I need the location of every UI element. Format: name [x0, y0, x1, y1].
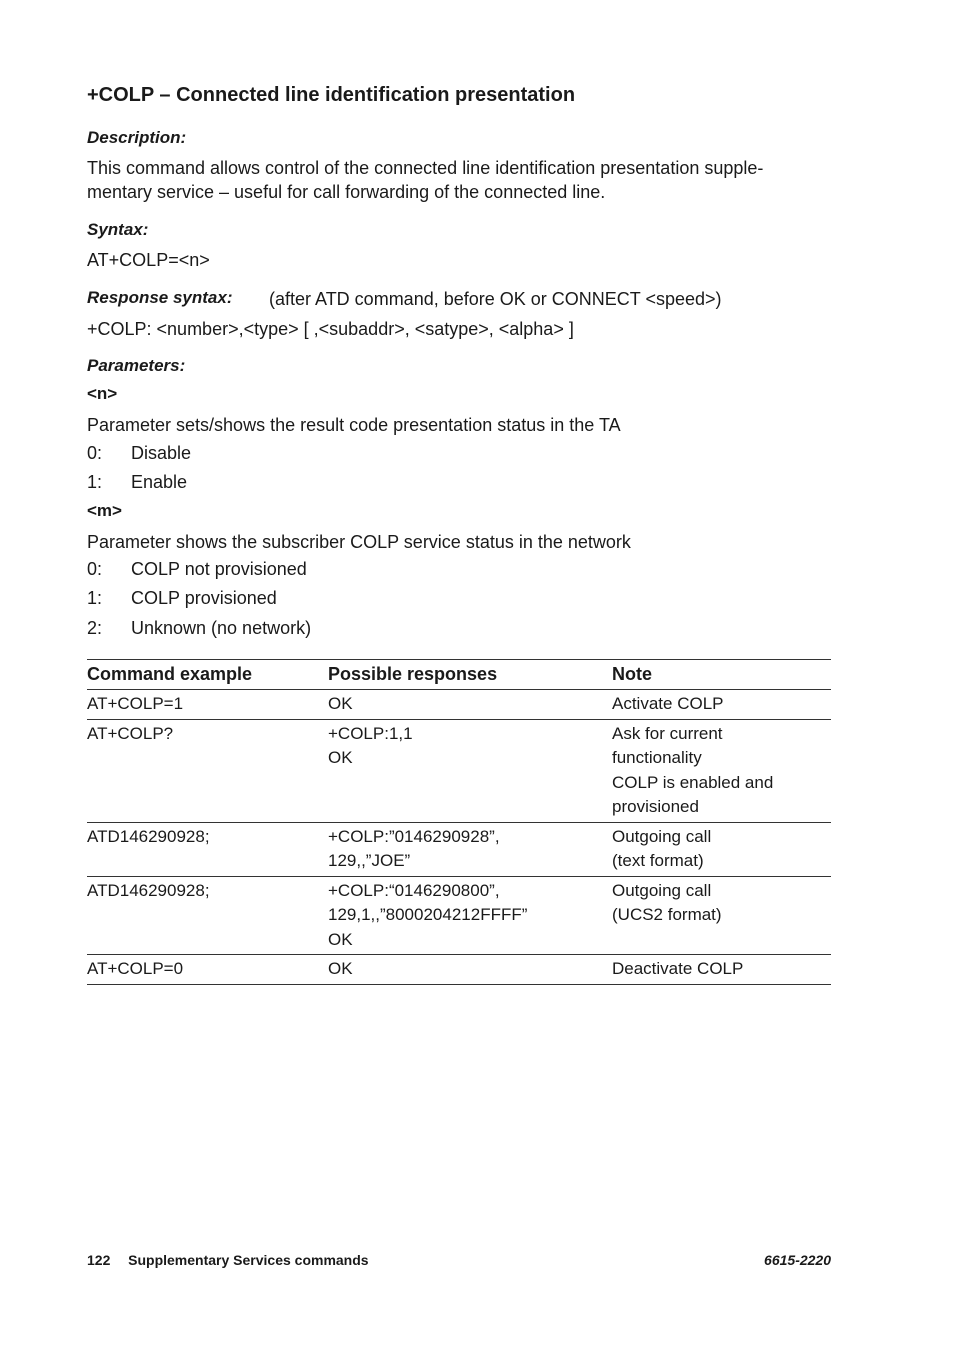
- response-syntax-label: Response syntax:: [87, 288, 233, 307]
- note-cell: Activate COLP: [612, 690, 831, 720]
- param-n-description: Parameter sets/shows the result code presentation status in the TA: [87, 415, 621, 435]
- table-row: [87, 690, 831, 720]
- description-line-2: mentary service – useful for call forwarding of the connected line.: [87, 182, 606, 202]
- table-header-row: [87, 660, 831, 690]
- syntax-label: Syntax:: [87, 220, 149, 239]
- page-footer: [87, 1252, 831, 1268]
- syntax-value: AT+COLP=<n>: [87, 250, 210, 270]
- param-m-option: 0: COLP not provisioned: [87, 559, 307, 579]
- column-header-responses: Possible responses: [328, 660, 612, 690]
- note-cell: Deactivate COLP: [612, 955, 831, 985]
- note-cell: Outgoing call (text format): [612, 822, 831, 876]
- command-cell: AT+COLP?: [87, 719, 328, 822]
- note-cell: Ask for current functionality COLP is enabled and provisioned: [612, 719, 831, 822]
- page-number: 122: [87, 1252, 111, 1268]
- param-m-option: 2: Unknown (no network): [87, 618, 312, 638]
- param-m-description: Parameter shows the subscriber COLP service status in the network: [87, 532, 631, 552]
- description-line-1: This command allows control of the connected line identification presentation supple-: [87, 158, 764, 178]
- table-row: [87, 822, 831, 876]
- footer-section-title: Supplementary Services commands: [128, 1252, 369, 1268]
- responses-cell: +COLP:1,1 OK: [328, 719, 612, 822]
- command-cell: AT+COLP=0: [87, 955, 328, 985]
- column-header-command: Command example: [87, 660, 328, 690]
- table-row: [87, 719, 831, 822]
- responses-cell: OK: [328, 690, 612, 720]
- document-number: 6615-2220: [764, 1252, 831, 1268]
- table-row: [87, 876, 831, 955]
- response-syntax-note: (after ATD command, before OK or CONNECT <speed>): [269, 289, 722, 309]
- parameters-label: Parameters:: [87, 356, 186, 375]
- param-m-name: <m>: [87, 501, 122, 520]
- column-header-note: Note: [612, 660, 831, 690]
- responses-cell: +COLP:”0146290928”, 129,,”JOE”: [328, 822, 612, 876]
- command-cell: ATD146290928;: [87, 822, 328, 876]
- param-n-option: 0: Disable: [87, 443, 192, 463]
- table-row: [87, 955, 831, 985]
- description-label: Description:: [87, 128, 187, 147]
- responses-cell: +COLP:“0146290800”, 129,1,,”8000204212FFFF” OK: [328, 876, 612, 955]
- command-example-table: [87, 659, 831, 985]
- page-title: +COLP – Connected line identification presentation: [87, 84, 576, 106]
- response-syntax-value: +COLP: <number>,<type> [ ,<subaddr>, <satype>, <alpha> ]: [87, 319, 574, 339]
- note-cell: Outgoing call (UCS2 format): [612, 876, 831, 955]
- command-cell: ATD146290928;: [87, 876, 328, 955]
- param-n-option: 1: Enable: [87, 472, 188, 492]
- param-m-option: 1: COLP provisioned: [87, 588, 277, 608]
- responses-cell: OK: [328, 955, 612, 985]
- param-n-name: <n>: [87, 384, 118, 403]
- command-cell: AT+COLP=1: [87, 690, 328, 720]
